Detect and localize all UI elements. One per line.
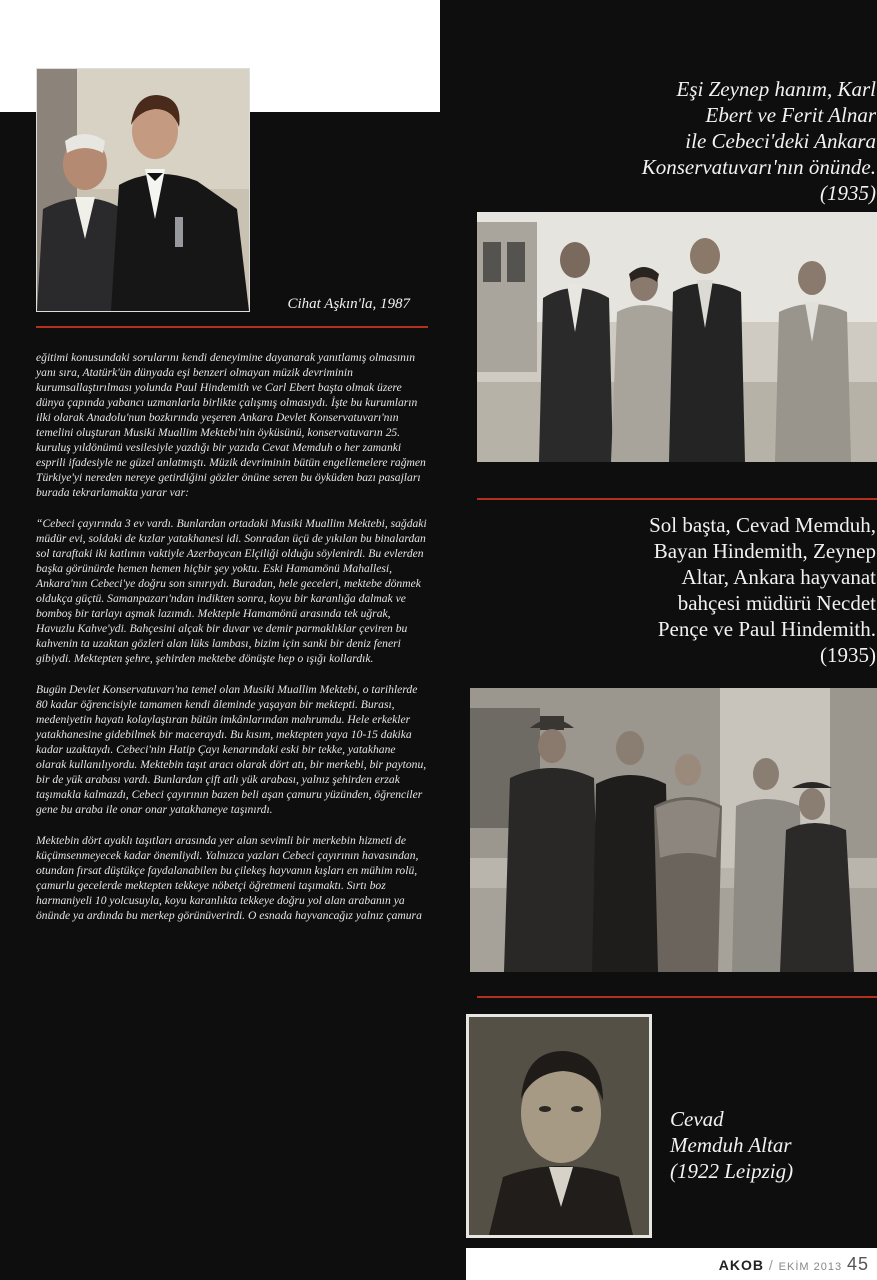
photo-cihat-askin <box>36 68 250 312</box>
caption-photo-4-line: Memduh Altar <box>670 1133 792 1157</box>
caption-photo-2-line: Konservatuvarı'nın önünde. <box>641 155 876 179</box>
caption-photo-3-line: Sol başta, Cevad Memduh, <box>649 513 876 537</box>
caption-photo-3-line: Bayan Hindemith, Zeynep <box>653 539 876 563</box>
caption-photo-3-line: bahçesi müdürü Necdet <box>677 591 876 615</box>
caption-photo-2-line: ile Cebeci'deki Ankara <box>685 129 876 153</box>
article-paragraph: Bugün Devlet Konservatuvarı'na temel olan Musiki Muallim Mektebi, o tarihlerde 80 kadar öğrencisiyle tamamen kendi âleminde yaşayan bir mektepti. Burası, medeniyetin hayatı kolaylaştıran bütün imkânlarından mahrumdu. Hele erkekler yatakhanesine gidebilmek bir maceraydı. Bu kısım, mektepten yaya 10-15 dakika kadar uzaktaydı. Cebeci'nin Hatip Çayı kenarındaki eski bir tekke, yatakhane olarak kullanılıyordu. Mektebin taşıt aracı olarak dört atı, bir merkebi, bir paytonu, bir de yük arabası vardı. Bunlardan çift atlı yük arabası, yalnız şehirden erzak taşımakla kalmazdı, Cebeci çayırının bazen beli aşan çamuru yüzünden, öğrenciler gene bu araba ile onar onar yatakhaneye taşınırdı. <box>36 683 427 816</box>
caption-photo-3-line: (1935) <box>820 643 876 667</box>
magazine-name: AKOB <box>718 1257 764 1273</box>
footer-separator: / <box>768 1257 774 1273</box>
divider-3 <box>477 996 877 998</box>
article-body <box>36 350 428 939</box>
caption-photo-3-line: Altar, Ankara hayvanat <box>681 565 876 589</box>
issue-date: EKİM 2013 <box>778 1261 843 1273</box>
caption-photo-4-line: Cevad <box>670 1107 724 1131</box>
photo-cevad-memduh-portrait <box>466 1014 652 1238</box>
caption-photo-2-line: (1935) <box>820 181 876 205</box>
divider-2 <box>477 498 877 500</box>
caption-photo-4-line: (1922 Leipzig) <box>670 1159 794 1183</box>
photo-conservatory-1935 <box>477 212 877 462</box>
caption-photo-2-line: Eşi Zeynep hanım, Karl <box>676 77 876 101</box>
caption-photo-4 <box>670 1106 870 1184</box>
page-footer <box>719 1254 869 1275</box>
article-paragraph: eğitimi konusundaki sorularını kendi deneyimine dayanarak yanıtlamış olmasının yanı sıra, Atatürk'ün dünyada eşi benzeri olmayan müzik devriminin kurumsallaştırılması yolunda Paul Hindemith ve Carl Ebert başta olmak üzere dünya çapında yabancı uzmanlarla birlikte çalışmış olmasıydı. İşte bu kurumların ilki olarak Anadolu'nun bozkırında yeşeren Ankara Devlet Konservatuvarı'nın temelini oluşturan Musiki Muallim Mektebi'nin öyküsünü, konservatuvarın 25. kuruluş yıldönümü vesilesiyle yazdığı bir yazıda Cevat Memduh o her zamanki esprili ifadesiyle ne güzel anlatmıştı. Müzik devriminin bütün engellemelere rağmen Türkiye'yi nereden nereye getirdiğini gözler önüne seren bu öyküden bazı pasajları burada tekrarlamakta yarar var: <box>36 351 426 499</box>
divider-1 <box>36 326 428 328</box>
caption-photo-3 <box>520 512 876 668</box>
caption-photo-3-line: Pençe ve Paul Hindemith. <box>657 617 876 641</box>
page-number: 45 <box>846 1254 869 1274</box>
article-paragraph: Mektebin dört ayaklı taşıtları arasında yer alan sevimli bir merkebin hizmeti de küçümsenmeyecek kadar önemliydi. Yalnızca yazları Cebeci çayırının havasından, otundan fırsat düştükçe faydalanabilen bu çilekeş hayvanın kışları en mühim rolü, çamurlu gecelerde mektepten tekkeye nöbetçi öğretmeni taşımaktı. Sırtı boz harmaniyeli 10 yolcusuyla, koyu karanlıkta tekkeye doğru yol alan arabanın ya önünde ya ardında bu merkep görünüverirdi. O esnada hayvancağız yalnız çamura <box>36 834 422 922</box>
photo-hindemith-group-1935 <box>470 688 877 972</box>
caption-photo-2 <box>520 76 876 206</box>
article-paragraph: “Cebeci çayırında 3 ev vardı. Bunlardan ortadaki Musiki Muallim Mektebi, sağdaki müdür evi, soldaki de kızlar yatakhanesi idi. Sonradan üçü de yıkılan bu binalardan sol taraftaki iki katlının vaktiyle Azerbaycan Elçiliği olduğu söylenirdi. Bu evlerden başka görünürde hemen hemen hiçbir şey yoktu. Eski Hamamönü Mahallesi, Ankara'nın Cebeci'ye doğru son sınırıydı. Buradan, hele geceleri, mektebe dönmek oldukça güçtü. Samanpazarı'ndan indikten sonra, koyu bir karanlığa dalmak ve bomboş bir tarlayı aşmak lazımdı. Mekteple Hamamönü arasında tek uğrak, Havuzlu Kahve'ydi. Bahçesini alçak bir duvar ve demir parmaklıklar çeviren bu kahvenin ta uzaktan gözleri alan lüks lambası, bizim için sanki bir deniz feneri gibiydi. Mektepten şehre, şehirden mektebe dönüşte hep o ışığı kollardık. <box>36 517 427 665</box>
caption-photo-2-line: Ebert ve Ferit Alnar <box>705 103 876 127</box>
caption-photo-1: Cihat Aşkın'la, 1987 <box>287 296 410 312</box>
